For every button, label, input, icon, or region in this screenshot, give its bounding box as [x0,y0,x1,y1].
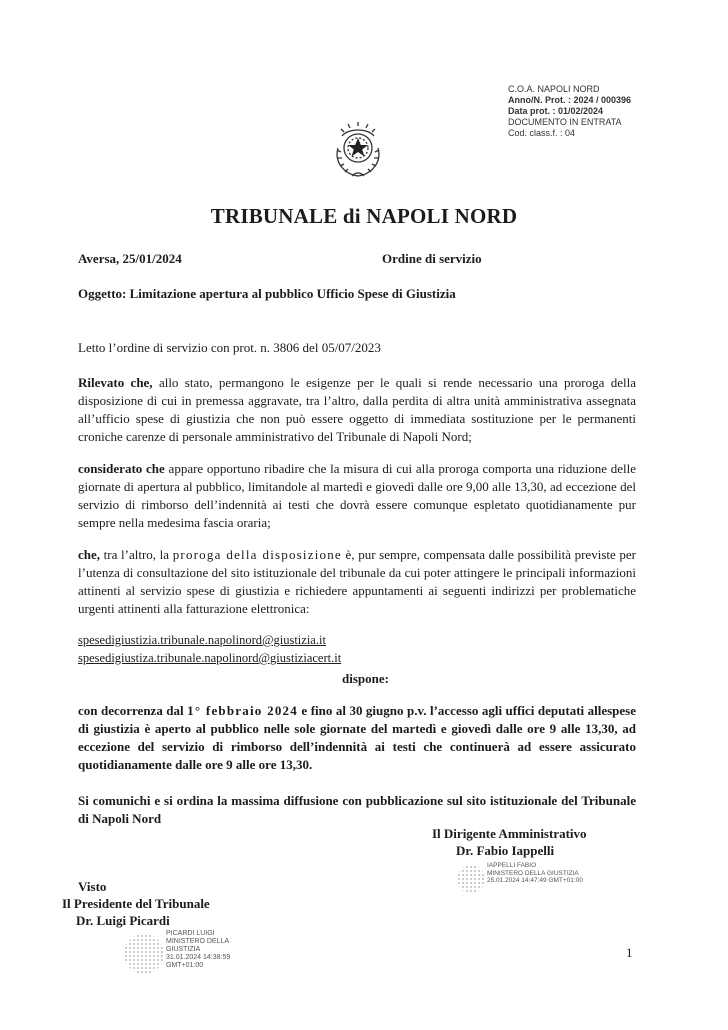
stamp-doc-type: DOCUMENTO IN ENTRATA [508,117,622,127]
paragraph-text: con decorrenza dal [78,703,188,718]
paragraph-text: allo stato, permangono le esigenze per le quali si rende necessario una proroga della disposizione di cui in premessa aggravate, tra l’altro, dalla perdita di altra unità amministrativa assegnata all’ufficio spese di giustizia che non può essere oggetto di immediata sostituzione per le permanenti croniche carenze di personale amministrativo del Tribunale di Napoli Nord; [78,375,637,444]
italian-republic-emblem-icon [330,118,386,180]
place-date: Aversa, 25/01/2024 [78,251,182,266]
digital-signature-seal-icon [124,934,164,974]
page-number: 1 [626,945,633,960]
email-link-1[interactable]: spesedigiustizia.tribunale.napolinord@giustizia.it [78,633,326,647]
paragraph-che [78,546,636,618]
president-name: Dr. Luigi Picardi [76,913,170,928]
stamp-class: Cod. class.f. : 04 [508,128,576,138]
paragraph-text: e fino al 30 giugno p.v. l’accesso agli uffici deputati allespese di giustizia è aperto al pubblico nelle sole giornate del martedì e giovedì dalle ore 9 alle 13,30, ad eccezione del servizio di rimborso dell’indennità ai testi che continuerà ad essere assicurato quotidianamente dalle ore 9 alle ore 13,30. [78,703,636,772]
protocol-stamp [508,84,631,139]
paragraph-text: tra l’altro, la [100,547,173,562]
paragraph-lead: che, [78,547,101,562]
digital-signature-seal-icon [457,865,485,893]
manager-digital-signature: IAPPELLI FABIO MINISTERO DELLA GIUSTIZIA 25.01.2024 14:47:49 GMT+01:00 [487,862,583,884]
paragraph-emphasis: 1° febbraio 2024 [187,703,298,718]
paragraph-rilevato [78,374,636,446]
dispone-heading: dispone: [342,671,389,686]
paragraph-lead: Rilevato che, [78,375,153,390]
stamp-number: Anno/N. Prot. : 2024 / 000396 [508,95,632,105]
paragraph-emphasis: proroga della disposizione [172,547,342,562]
paragraph-considerato [78,460,636,532]
email-link-2[interactable]: spesedigiustiza.tribunale.napolinord@giustiziacert.it [78,651,342,665]
manager-title: Il Dirigente Amministrativo [432,826,587,841]
subject-line: Oggetto: Limitazione apertura al pubblico Ufficio Spese di Giustizia [78,286,456,301]
paragraph-lead: considerato che [78,461,165,476]
manager-name: Dr. Fabio Iappelli [456,843,555,858]
president-title: Il Presidente del Tribunale [62,896,210,911]
stamp-office: C.O.A. NAPOLI NORD [508,84,600,94]
president-digital-signature: PICARDI LUIGI MINISTERO DELLA GIUSTIZIA 31.01.2024 14:38:59 GMT+01:00 [166,930,231,969]
paragraph-comunichi: Si comunichi e si ordina la massima diffusione con pubblicazione sul sito istituzionale del Tribunale di Napoli Nord [78,793,636,826]
paragraph-decorrenza [78,702,636,774]
court-name: TRIBUNALE di NAPOLI NORD [210,204,518,228]
order-type: Ordine di servizio [382,251,482,266]
paragraph-text: è, pur sempre, compensata dalle possibilità previste per l’utenza di consultazione del sito istituzionale del tribunale da cui poter attingere le principali informazioni attinenti al servizio spese di giustizia e richiedere appuntamenti ai seguenti indirizzi per problematiche urgenti attinenti alla fatturazione elettronica: [78,547,636,616]
stamp-date: Data prot. : 01/02/2024 [508,106,604,116]
reference-line: Letto l’ordine di servizio con prot. n. 3806 del 05/07/2023 [78,340,381,355]
paragraph-text: appare opportuno ribadire che la misura di cui alla proroga comporta una riduzione delle giornate di apertura al pubblico, limitandole al martedì e giovedì dalle ore 9,00 alle 13,30, ad eccezione del servizio di rimborso dell’indennità ai testi che dovrà essere comunque espletato quotidianamente pur sempre nella medesima fascia oraria; [78,461,636,530]
visto-label: Visto [78,879,107,894]
